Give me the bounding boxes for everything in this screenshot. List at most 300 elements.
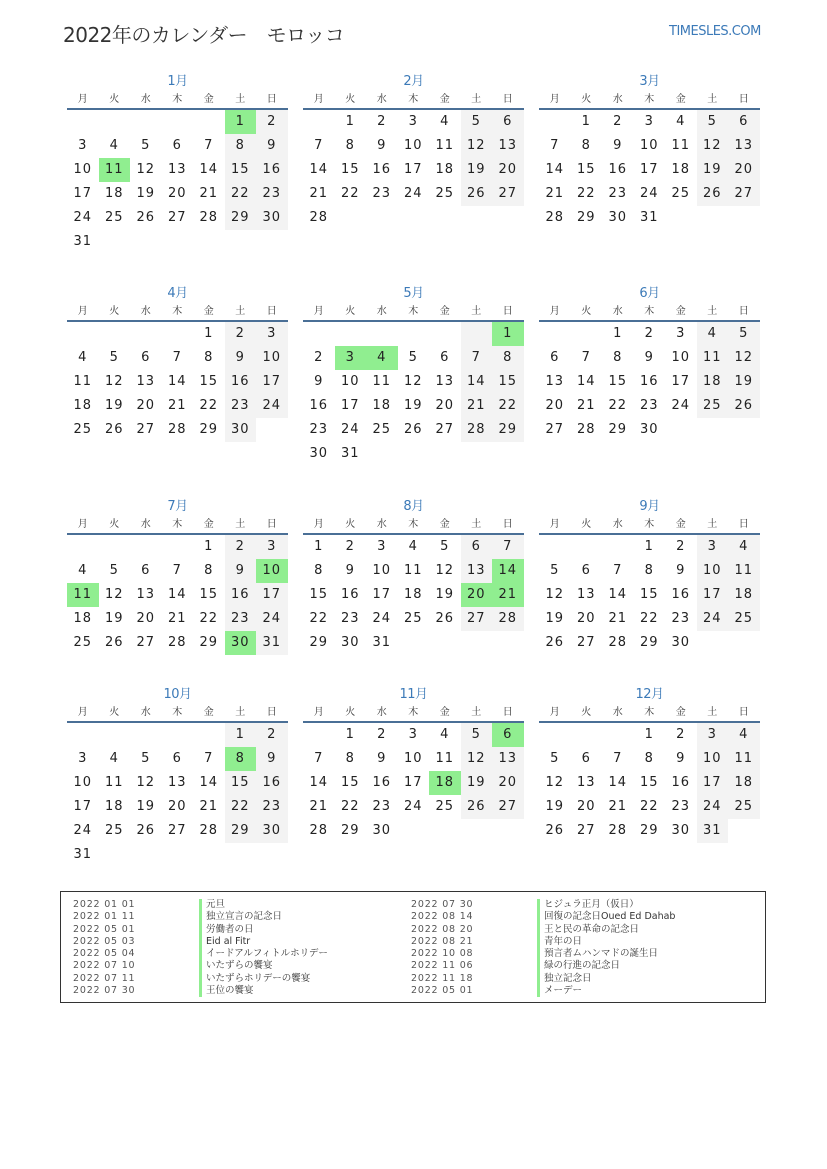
day-cell: 12 <box>136 775 156 790</box>
day-cell: 25 <box>435 186 455 201</box>
weekday-label: 水 <box>612 94 623 105</box>
month-block <box>67 73 288 254</box>
day-cell: 2 <box>676 727 686 742</box>
weekday-label: 金 <box>675 94 686 105</box>
month-block <box>303 285 524 466</box>
day-cell: 21 <box>608 611 628 626</box>
holiday-date: 2022 11 06 <box>411 960 474 972</box>
week-row <box>67 747 288 771</box>
month-name: 9月 <box>639 499 660 514</box>
day-cell: 6 <box>550 350 560 365</box>
day-cell: 18 <box>372 398 392 413</box>
day-cell: 3 <box>78 138 88 153</box>
day-cell: 24 <box>73 823 93 838</box>
weekday-label: 木 <box>172 707 183 718</box>
day-cell: 9 <box>377 751 387 766</box>
day-cell: 6 <box>172 751 182 766</box>
day-cell: 3 <box>408 727 418 742</box>
weekday-label: 金 <box>203 707 214 718</box>
empty-day-cell <box>728 418 760 442</box>
day-cell: 7 <box>613 751 623 766</box>
empty-day-cell <box>492 631 524 655</box>
holiday-date: 2022 01 01 <box>73 899 136 910</box>
week-row <box>67 819 288 843</box>
week-row <box>303 535 524 559</box>
day-cell: 16 <box>256 771 288 795</box>
day-cell: 2 <box>377 114 387 129</box>
day-cell: 18 <box>728 583 760 607</box>
week-row <box>303 370 524 394</box>
day-cell: 23 <box>639 398 659 413</box>
day-cell: 20 <box>492 771 524 795</box>
weekday-label: 日 <box>738 94 749 105</box>
day-cell: 22 <box>639 611 659 626</box>
day-cell: 12 <box>728 346 760 370</box>
holiday-name: 労働者の日 <box>199 924 254 936</box>
weekday-label: 火 <box>345 94 356 105</box>
holiday-name: イードアルフィトルホリデー <box>199 948 328 960</box>
empty-day-cell <box>130 723 162 747</box>
day-cell: 28 <box>199 210 219 225</box>
day-cell: 2 <box>314 350 324 365</box>
day-cell: 6 <box>172 138 182 153</box>
day-cell: 20 <box>435 398 455 413</box>
weekday-label: 火 <box>345 519 356 530</box>
day-cell: 16 <box>309 398 329 413</box>
day-cell: 10 <box>697 559 729 583</box>
day-cell: 9 <box>345 563 355 578</box>
month-block <box>67 285 288 442</box>
holiday-date: 2022 08 14 <box>411 911 474 923</box>
day-cell: 13 <box>136 374 156 389</box>
weekday-label: 土 <box>235 519 246 530</box>
day-cell: 4 <box>109 751 119 766</box>
day-cell: 22 <box>608 398 628 413</box>
weekday-header <box>303 704 524 723</box>
day-cell: 13 <box>576 587 596 602</box>
day-cell: 16 <box>225 583 257 607</box>
day-cell: 25 <box>671 186 691 201</box>
day-cell: 11 <box>73 374 93 389</box>
day-cell: 2 <box>613 114 623 129</box>
day-cell: 27 <box>492 182 524 206</box>
empty-day-cell <box>429 819 461 843</box>
holiday-name: 預言者ムハンマドの誕生日 <box>537 948 658 960</box>
empty-day-cell <box>697 418 729 442</box>
day-cell: 7 <box>550 138 560 153</box>
empty-day-cell <box>398 442 430 466</box>
day-cell: 16 <box>671 775 691 790</box>
day-cell: 15 <box>199 374 219 389</box>
day-cell: 27 <box>492 795 524 819</box>
weekday-label: 土 <box>707 519 718 530</box>
empty-day-cell <box>130 535 162 559</box>
empty-day-cell <box>303 322 335 346</box>
day-cell: 29 <box>225 206 257 230</box>
holiday-name: いたずらホリデーの饗宴 <box>199 973 310 985</box>
day-cell: 21 <box>167 611 187 626</box>
week-row <box>303 442 524 466</box>
empty-day-cell <box>398 206 430 230</box>
day-cell: 31 <box>697 819 729 843</box>
week-row <box>303 795 524 819</box>
day-cell: 7 <box>204 138 214 153</box>
page-title: 2022年のカレンダー モロッコ <box>63 23 345 47</box>
empty-day-cell <box>398 322 430 346</box>
day-cell: 30 <box>671 635 691 650</box>
day-cell: 30 <box>671 823 691 838</box>
empty-day-cell <box>130 322 162 346</box>
day-cell: 12 <box>403 374 423 389</box>
day-cell: 21 <box>545 186 565 201</box>
day-cell: 30 <box>309 446 329 461</box>
holiday-day-cell: 30 <box>225 631 257 655</box>
day-cell: 13 <box>435 374 455 389</box>
day-cell: 28 <box>461 418 493 442</box>
weekday-label: 水 <box>376 707 387 718</box>
empty-day-cell <box>429 442 461 466</box>
day-cell: 18 <box>697 370 729 394</box>
empty-day-cell <box>225 843 257 867</box>
day-cell: 28 <box>309 210 329 225</box>
weekday-label: 水 <box>612 519 623 530</box>
day-cell: 15 <box>225 158 257 182</box>
empty-day-cell <box>366 322 398 346</box>
day-cell: 7 <box>204 751 214 766</box>
day-cell: 24 <box>697 607 729 631</box>
day-cell: 26 <box>136 210 156 225</box>
day-cell: 27 <box>136 422 156 437</box>
day-cell: 22 <box>199 398 219 413</box>
day-cell: 10 <box>403 138 423 153</box>
weekday-label: 土 <box>707 94 718 105</box>
day-cell: 31 <box>340 446 360 461</box>
day-cell: 21 <box>309 799 329 814</box>
weekday-label: 金 <box>203 94 214 105</box>
day-cell: 2 <box>345 539 355 554</box>
month-name: 8月 <box>403 499 424 514</box>
day-cell: 1 <box>204 326 214 341</box>
day-cell: 12 <box>104 374 124 389</box>
day-cell: 28 <box>309 823 329 838</box>
day-cell: 8 <box>314 563 324 578</box>
day-cell: 7 <box>314 138 324 153</box>
weekday-label: 月 <box>549 306 560 317</box>
week-row <box>539 723 760 747</box>
week-row <box>67 394 288 418</box>
weekday-label: 土 <box>235 707 246 718</box>
day-cell: 30 <box>639 422 659 437</box>
week-row <box>303 418 524 442</box>
week-row <box>303 819 524 843</box>
week-row <box>67 230 288 254</box>
day-cell: 29 <box>199 635 219 650</box>
holiday-day-cell: 1 <box>225 110 257 134</box>
day-cell: 19 <box>728 370 760 394</box>
day-cell: 6 <box>581 751 591 766</box>
empty-day-cell <box>99 322 131 346</box>
day-cell: 29 <box>309 635 329 650</box>
day-cell: 25 <box>435 799 455 814</box>
weekday-label: 金 <box>675 306 686 317</box>
day-cell: 22 <box>340 186 360 201</box>
day-cell: 6 <box>581 563 591 578</box>
day-cell: 18 <box>73 611 93 626</box>
day-cell: 24 <box>403 186 423 201</box>
day-cell: 13 <box>461 559 493 583</box>
day-cell: 27 <box>576 635 596 650</box>
weekday-label: 火 <box>109 519 120 530</box>
weekday-label: 土 <box>235 94 246 105</box>
day-cell: 11 <box>728 559 760 583</box>
day-cell: 3 <box>256 535 288 559</box>
empty-day-cell <box>67 110 99 134</box>
empty-day-cell <box>728 819 760 843</box>
holiday-date: 2022 11 18 <box>411 972 474 984</box>
holiday-date: 2022 01 11 <box>73 911 136 923</box>
empty-day-cell <box>366 206 398 230</box>
empty-day-cell <box>492 206 524 230</box>
empty-day-cell <box>461 206 493 230</box>
weekday-label: 火 <box>109 94 120 105</box>
holiday-date: 2022 08 21 <box>411 935 474 947</box>
day-cell: 4 <box>440 114 450 129</box>
week-row <box>539 583 760 607</box>
weekday-label: 土 <box>235 306 246 317</box>
day-cell: 19 <box>136 186 156 201</box>
holiday-name: 王と民の革命の記念日 <box>537 924 639 936</box>
week-row <box>539 771 760 795</box>
empty-day-cell <box>461 442 493 466</box>
day-cell: 27 <box>136 635 156 650</box>
day-cell: 5 <box>141 138 151 153</box>
empty-day-cell <box>99 110 131 134</box>
day-cell: 14 <box>576 374 596 389</box>
weekday-label: 土 <box>707 707 718 718</box>
day-cell: 10 <box>73 162 93 177</box>
weekday-label: 金 <box>675 707 686 718</box>
weekday-header <box>67 303 288 322</box>
day-cell: 23 <box>256 182 288 206</box>
day-cell: 20 <box>167 186 187 201</box>
day-cell: 19 <box>403 398 423 413</box>
day-cell: 20 <box>492 158 524 182</box>
month-name: 7月 <box>167 499 188 514</box>
weekday-label: 水 <box>376 519 387 530</box>
day-cell: 20 <box>576 799 596 814</box>
day-cell: 5 <box>408 350 418 365</box>
month-name: 2月 <box>403 74 424 89</box>
day-cell: 22 <box>576 186 596 201</box>
site-link[interactable]: TIMESLES.COM <box>669 24 761 39</box>
day-cell: 13 <box>492 134 524 158</box>
day-cell: 5 <box>697 110 729 134</box>
week-row <box>539 134 760 158</box>
day-cell: 28 <box>608 635 628 650</box>
day-cell: 27 <box>728 182 760 206</box>
empty-day-cell <box>602 723 634 747</box>
day-cell: 31 <box>256 631 288 655</box>
day-cell: 18 <box>435 162 455 177</box>
day-cell: 29 <box>492 418 524 442</box>
holiday-name: 王位の饗宴 <box>199 985 254 997</box>
empty-day-cell <box>225 230 257 254</box>
day-cell: 8 <box>225 134 257 158</box>
day-cell: 1 <box>581 114 591 129</box>
day-cell: 14 <box>608 587 628 602</box>
day-cell: 3 <box>697 723 729 747</box>
day-cell: 14 <box>608 775 628 790</box>
week-row <box>539 110 760 134</box>
day-cell: 9 <box>225 346 257 370</box>
weekday-header <box>303 91 524 110</box>
week-row <box>539 394 760 418</box>
holiday-date: 2022 07 10 <box>73 960 136 972</box>
day-cell: 20 <box>136 398 156 413</box>
empty-day-cell <box>492 819 524 843</box>
day-cell: 1 <box>644 539 654 554</box>
day-cell: 16 <box>340 587 360 602</box>
holiday-name: 青年の日 <box>537 936 582 948</box>
month-name: 4月 <box>167 286 188 301</box>
day-cell: 26 <box>403 422 423 437</box>
weekday-label: 月 <box>77 707 88 718</box>
empty-day-cell <box>665 206 697 230</box>
day-cell: 16 <box>671 587 691 602</box>
holiday-day-cell: 18 <box>429 771 461 795</box>
holiday-date: 2022 05 01 <box>411 985 474 997</box>
day-cell: 7 <box>172 350 182 365</box>
week-row <box>303 206 524 230</box>
week-row <box>67 583 288 607</box>
day-cell: 12 <box>136 162 156 177</box>
day-cell: 6 <box>141 350 151 365</box>
week-row <box>67 795 288 819</box>
day-cell: 25 <box>728 607 760 631</box>
day-cell: 15 <box>199 587 219 602</box>
day-cell: 17 <box>697 583 729 607</box>
weekday-label: 月 <box>77 519 88 530</box>
day-cell: 15 <box>576 162 596 177</box>
day-cell: 21 <box>199 799 219 814</box>
day-cell: 21 <box>576 398 596 413</box>
weekday-label: 土 <box>471 306 482 317</box>
weekday-label: 月 <box>313 306 324 317</box>
week-row <box>67 158 288 182</box>
weekday-label: 木 <box>644 707 655 718</box>
week-row <box>67 134 288 158</box>
weekday-header <box>303 516 524 535</box>
day-cell: 2 <box>225 322 257 346</box>
weekday-label: 土 <box>471 94 482 105</box>
empty-day-cell <box>728 631 760 655</box>
holiday-day-cell: 10 <box>256 559 288 583</box>
day-cell: 15 <box>639 587 659 602</box>
holiday-name: メーデー <box>537 985 582 997</box>
day-cell: 17 <box>671 374 691 389</box>
day-cell: 7 <box>314 751 324 766</box>
day-cell: 12 <box>435 563 455 578</box>
day-cell: 3 <box>377 539 387 554</box>
day-cell: 22 <box>639 799 659 814</box>
day-cell: 23 <box>256 795 288 819</box>
day-cell: 27 <box>167 823 187 838</box>
day-cell: 28 <box>608 823 628 838</box>
holiday-name: 回復の記念日Oued Ed Dahab <box>537 911 675 923</box>
weekday-label: 日 <box>738 306 749 317</box>
day-cell: 10 <box>671 350 691 365</box>
day-cell: 26 <box>697 182 729 206</box>
month-name: 10月 <box>163 687 192 702</box>
day-cell: 25 <box>73 635 93 650</box>
empty-day-cell <box>429 322 461 346</box>
day-cell: 17 <box>372 587 392 602</box>
empty-day-cell <box>99 843 131 867</box>
day-cell: 21 <box>167 398 187 413</box>
month-block <box>539 73 760 230</box>
day-cell: 3 <box>644 114 654 129</box>
weekday-label: 火 <box>345 306 356 317</box>
week-row <box>303 134 524 158</box>
day-cell: 10 <box>340 374 360 389</box>
weekday-label: 火 <box>581 306 592 317</box>
empty-day-cell <box>665 418 697 442</box>
week-row <box>303 158 524 182</box>
week-row <box>303 346 524 370</box>
empty-day-cell <box>539 110 571 134</box>
day-cell: 16 <box>372 775 392 790</box>
empty-day-cell <box>335 322 367 346</box>
day-cell: 28 <box>545 210 565 225</box>
weekday-label: 木 <box>172 519 183 530</box>
day-cell: 24 <box>639 186 659 201</box>
holiday-name: 独立記念日 <box>537 973 592 985</box>
day-cell: 5 <box>461 110 493 134</box>
day-cell: 9 <box>256 134 288 158</box>
week-row <box>539 819 760 843</box>
day-cell: 1 <box>345 727 355 742</box>
weekday-header <box>539 91 760 110</box>
day-cell: 28 <box>199 823 219 838</box>
day-cell: 16 <box>639 374 659 389</box>
day-cell: 28 <box>576 422 596 437</box>
holiday-day-cell: 11 <box>99 158 131 182</box>
empty-day-cell <box>602 535 634 559</box>
day-cell: 5 <box>440 539 450 554</box>
day-cell: 1 <box>314 539 324 554</box>
day-cell: 23 <box>608 186 628 201</box>
day-cell: 22 <box>492 394 524 418</box>
day-cell: 6 <box>728 110 760 134</box>
day-cell: 21 <box>199 186 219 201</box>
month-name: 1月 <box>167 74 188 89</box>
weekday-label: 日 <box>266 306 277 317</box>
day-cell: 31 <box>639 210 659 225</box>
month-name: 6月 <box>639 286 660 301</box>
day-cell: 15 <box>639 775 659 790</box>
day-cell: 11 <box>372 374 392 389</box>
weekday-label: 日 <box>502 519 513 530</box>
week-row <box>303 607 524 631</box>
day-cell: 23 <box>671 611 691 626</box>
holiday-day-cell: 3 <box>335 346 367 370</box>
weekday-label: 水 <box>140 306 151 317</box>
empty-day-cell <box>461 819 493 843</box>
holiday-date: 2022 07 30 <box>73 985 136 997</box>
day-cell: 15 <box>492 370 524 394</box>
weekday-label: 木 <box>408 306 419 317</box>
empty-day-cell <box>67 322 99 346</box>
